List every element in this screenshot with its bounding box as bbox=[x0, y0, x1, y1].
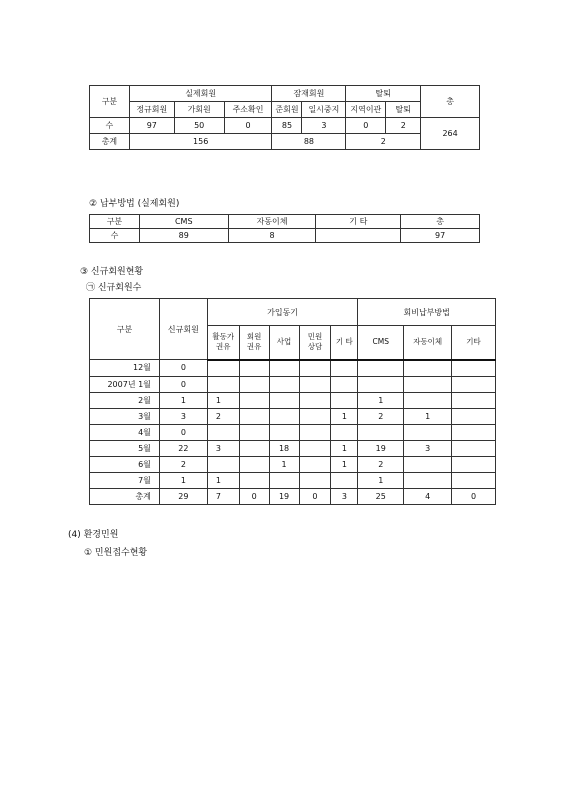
table-cell bbox=[269, 360, 299, 377]
table-cell bbox=[239, 408, 269, 424]
subheader-member-referral: 회원 권유 bbox=[239, 326, 269, 360]
table-cell bbox=[207, 424, 239, 440]
table-cell: 1 bbox=[159, 472, 207, 488]
table-cell bbox=[331, 360, 358, 377]
header-fee-payment: 회비납부방법 bbox=[358, 299, 496, 326]
table-cell: 22 bbox=[159, 440, 207, 456]
table-cell bbox=[299, 440, 331, 456]
table-cell bbox=[207, 376, 239, 392]
table-cell bbox=[299, 456, 331, 472]
table-row bbox=[90, 408, 496, 424]
subheader-moved: 지역이관 bbox=[346, 102, 386, 118]
row-label: 2007년 1월 bbox=[90, 376, 160, 392]
subheader-auto-transfer: 자동이체 bbox=[404, 326, 452, 360]
table-cell: 2 bbox=[159, 456, 207, 472]
table-cell: 29 bbox=[159, 488, 207, 504]
header-new-members: 신규회원 bbox=[159, 299, 207, 360]
sum-potential: 88 bbox=[272, 134, 346, 150]
table-cell bbox=[404, 424, 452, 440]
table-row bbox=[90, 440, 496, 456]
row-count-label: 수 bbox=[90, 118, 130, 134]
table-cell bbox=[239, 440, 269, 456]
header-actual-members: 실제회원 bbox=[129, 86, 272, 102]
table-cell: 18 bbox=[269, 440, 299, 456]
header-cms: CMS bbox=[139, 215, 228, 229]
table-cell bbox=[452, 376, 496, 392]
table-cell bbox=[239, 392, 269, 408]
header-gubun: 구분 bbox=[90, 86, 130, 118]
sum-actual: 156 bbox=[129, 134, 272, 150]
table-cell: 89 bbox=[139, 229, 228, 243]
subheader-withdraw: 탈퇴 bbox=[386, 102, 421, 118]
table-cell bbox=[269, 424, 299, 440]
table-cell bbox=[452, 440, 496, 456]
table-cell: 1 bbox=[207, 392, 239, 408]
header-auto-transfer: 자동이체 bbox=[228, 215, 316, 229]
table-cell: 8 bbox=[228, 229, 316, 243]
table-cell bbox=[331, 472, 358, 488]
subheader-project: 사업 bbox=[269, 326, 299, 360]
subheader-cms: CMS bbox=[358, 326, 404, 360]
row-label: 4월 bbox=[90, 424, 160, 440]
table-cell: 2 bbox=[386, 118, 421, 134]
table-cell: 97 bbox=[401, 229, 480, 243]
table-cell: 2 bbox=[358, 456, 404, 472]
table-cell bbox=[331, 424, 358, 440]
table-cell bbox=[299, 408, 331, 424]
table-cell: 0 bbox=[159, 360, 207, 377]
subsection-new-member-count: ㉠ 신규회원수 bbox=[86, 283, 142, 293]
table-cell bbox=[299, 472, 331, 488]
subheader-address-check: 주소확인 bbox=[224, 102, 272, 118]
table-cell: 1 bbox=[207, 472, 239, 488]
table-row bbox=[90, 392, 496, 408]
table-cell: 97 bbox=[129, 118, 174, 134]
table-cell: 1 bbox=[331, 440, 358, 456]
table-cell bbox=[452, 424, 496, 440]
table-row bbox=[90, 488, 496, 504]
table-cell bbox=[269, 376, 299, 392]
table-cell bbox=[239, 472, 269, 488]
table-cell bbox=[404, 376, 452, 392]
row-label: 6월 bbox=[90, 456, 160, 472]
table-cell: 3 bbox=[302, 118, 346, 134]
table-cell bbox=[207, 456, 239, 472]
sum-withdraw: 2 bbox=[346, 134, 421, 150]
table-cell bbox=[452, 472, 496, 488]
header-gubun: 구분 bbox=[90, 299, 160, 360]
subheader-payment-other: 기타 bbox=[452, 326, 496, 360]
table-cell bbox=[452, 360, 496, 377]
table-cell bbox=[404, 456, 452, 472]
table-cell bbox=[358, 360, 404, 377]
table-cell bbox=[299, 360, 331, 377]
table-cell bbox=[239, 376, 269, 392]
table-cell: 19 bbox=[269, 488, 299, 504]
row-label: 5월 bbox=[90, 440, 160, 456]
table-cell bbox=[299, 424, 331, 440]
table-cell bbox=[239, 424, 269, 440]
table-cell: 0 bbox=[452, 488, 496, 504]
subheader-temporary: 가회원 bbox=[174, 102, 224, 118]
table-cell: 3 bbox=[404, 440, 452, 456]
subsection-complaint-receipt: ① 민원접수현황 bbox=[84, 548, 148, 558]
row-label: 7월 bbox=[90, 472, 160, 488]
table-cell bbox=[299, 392, 331, 408]
table-cell: 85 bbox=[272, 118, 302, 134]
table-cell: 0 bbox=[346, 118, 386, 134]
table-cell: 1 bbox=[331, 408, 358, 424]
subheader-regular: 정규회원 bbox=[129, 102, 174, 118]
header-join-motive: 가입동기 bbox=[207, 299, 358, 326]
row-label: 2월 bbox=[90, 392, 160, 408]
table-cell: 0 bbox=[159, 424, 207, 440]
table-cell bbox=[404, 360, 452, 377]
table-cell bbox=[358, 376, 404, 392]
table-cell: 3 bbox=[331, 488, 358, 504]
section-heading-new-members: ③ 신규회원현황 bbox=[80, 267, 144, 277]
section-heading-env-complaints: (4) 환경민원 bbox=[68, 530, 119, 540]
table-cell: 1 bbox=[404, 408, 452, 424]
table-cell bbox=[452, 456, 496, 472]
subheader-activist-referral: 활동가 권유 bbox=[207, 326, 239, 360]
row-label: 12월 bbox=[90, 360, 160, 377]
table-cell bbox=[299, 376, 331, 392]
table-cell: 1 bbox=[159, 392, 207, 408]
payment-method-table bbox=[89, 214, 480, 243]
table-row bbox=[90, 376, 496, 392]
table-cell: 3 bbox=[207, 440, 239, 456]
table-cell bbox=[331, 376, 358, 392]
table-cell: 0 bbox=[239, 488, 269, 504]
row-count-label: 수 bbox=[90, 229, 140, 243]
table-cell: 4 bbox=[404, 488, 452, 504]
table-cell: 0 bbox=[299, 488, 331, 504]
row-sum-label: 총계 bbox=[90, 134, 130, 150]
table-cell: 1 bbox=[269, 456, 299, 472]
table-cell bbox=[452, 392, 496, 408]
table-cell: 1 bbox=[358, 392, 404, 408]
table-cell bbox=[207, 360, 239, 377]
section-heading-payment: ② 납부방법 (실제회원) bbox=[89, 199, 180, 209]
header-total: 총 bbox=[401, 215, 480, 229]
table-cell bbox=[404, 392, 452, 408]
table-cell bbox=[331, 392, 358, 408]
table-cell: 0 bbox=[224, 118, 272, 134]
row-label: 총계 bbox=[90, 488, 160, 504]
table-cell bbox=[269, 472, 299, 488]
table-cell: 0 bbox=[159, 376, 207, 392]
table-cell bbox=[358, 424, 404, 440]
table-cell: 7 bbox=[207, 488, 239, 504]
new-members-table bbox=[89, 298, 496, 505]
table-cell bbox=[316, 229, 401, 243]
subheader-other: 기 타 bbox=[331, 326, 358, 360]
grand-total-cell: 264 bbox=[421, 118, 480, 150]
subheader-complaint-consult: 민원 상담 bbox=[299, 326, 331, 360]
table-cell bbox=[239, 360, 269, 377]
table-row bbox=[90, 456, 496, 472]
table-cell: 2 bbox=[207, 408, 239, 424]
table-cell bbox=[269, 408, 299, 424]
table-row bbox=[90, 472, 496, 488]
table-cell: 19 bbox=[358, 440, 404, 456]
table-cell bbox=[239, 456, 269, 472]
subheader-pause: 일시중지 bbox=[302, 102, 346, 118]
header-withdrawn: 탈퇴 bbox=[346, 86, 421, 102]
header-total: 총 bbox=[421, 86, 480, 118]
table-row bbox=[90, 360, 496, 377]
table-cell bbox=[452, 408, 496, 424]
header-other: 기 타 bbox=[316, 215, 401, 229]
table-cell: 1 bbox=[358, 472, 404, 488]
table-cell: 3 bbox=[159, 408, 207, 424]
header-potential-members: 잠재회원 bbox=[272, 86, 346, 102]
table-cell: 50 bbox=[174, 118, 224, 134]
table-cell: 25 bbox=[358, 488, 404, 504]
table-cell: 2 bbox=[358, 408, 404, 424]
table-cell bbox=[269, 392, 299, 408]
new-members-rows bbox=[90, 360, 496, 505]
table-cell bbox=[404, 472, 452, 488]
row-label: 3월 bbox=[90, 408, 160, 424]
header-gubun: 구분 bbox=[90, 215, 140, 229]
table-cell: 1 bbox=[331, 456, 358, 472]
table-row bbox=[90, 424, 496, 440]
subheader-associate: 준회원 bbox=[272, 102, 302, 118]
membership-status-table bbox=[89, 85, 480, 150]
